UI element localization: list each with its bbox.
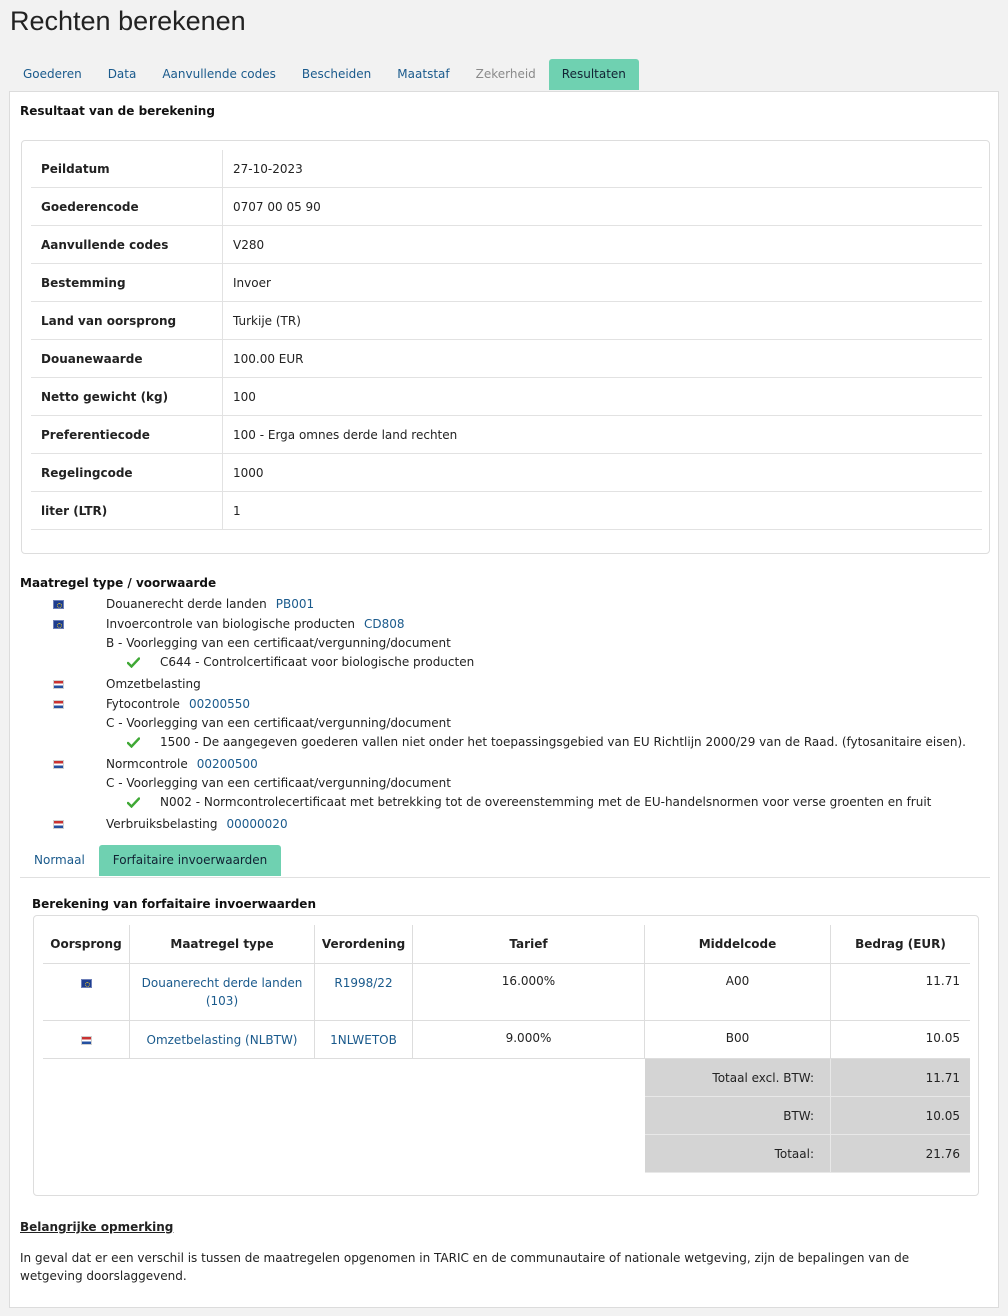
- tab-normaal[interactable]: Normaal: [34, 853, 85, 867]
- calculation-row: [43, 1021, 970, 1059]
- regulation-link[interactable]: 1NLWETOB: [330, 1033, 397, 1047]
- nl-flag-icon: [53, 760, 64, 769]
- result-row: [31, 264, 982, 302]
- tab-aanvullende-codes[interactable]: Aanvullende codes: [162, 67, 276, 81]
- eu-flag-icon: [53, 600, 64, 609]
- measure-certificate: 1500 - De aangegeven goederen vallen niet onder het toepassingsgebied van EU Richtlijn 2000/29 van de Raad. (fytosanitaire eisen).: [160, 735, 966, 749]
- measure-label: Douanerecht derde landen: [106, 597, 267, 611]
- result-row-label: Goederencode: [31, 188, 223, 226]
- calculation-tabs: [20, 845, 990, 878]
- result-section-title: Resultaat van de berekening: [20, 104, 215, 118]
- result-summary-box: [21, 140, 990, 554]
- result-summary-table: [31, 150, 982, 530]
- col-header-maatregel-type: Maatregel type: [130, 925, 315, 964]
- result-row: [31, 378, 982, 416]
- measure-item: [106, 595, 314, 613]
- result-row-value: 0707 00 05 90: [223, 188, 983, 226]
- result-row-label: Aanvullende codes: [31, 226, 223, 264]
- col-header-middelcode: Middelcode: [645, 925, 831, 964]
- col-header-oorsprong: Oorsprong: [43, 925, 130, 964]
- note-text: In geval dat er een verschil is tussen de maatregelen opgenomen in TARIC en de communautaire of nationale wetgeving, zijn de bepalingen van de wetgeving doorslaggevend.: [20, 1251, 910, 1283]
- result-row-label: Regelingcode: [31, 454, 223, 492]
- result-row: [31, 150, 982, 188]
- measure-condition: C - Voorlegging van een certificaat/vergunning/document: [106, 716, 451, 730]
- result-row-value: V280: [223, 226, 983, 264]
- amount-cell: 11.71: [831, 964, 971, 1021]
- calculation-section-title: Berekening van forfaitaire invoerwaarden: [32, 897, 316, 911]
- measure-label: Omzetbelasting: [106, 677, 201, 691]
- measure-certificate: N002 - Normcontrolecertificaat met betrekking tot de overeenstemming met de EU-handelsnormen voor verse groenten en fruit: [160, 795, 932, 809]
- col-header-bedrag: Bedrag (EUR): [831, 925, 971, 964]
- tab-zekerheid: Zekerheid: [475, 67, 536, 81]
- result-row-value: 100 - Erga omnes derde land rechten: [223, 416, 983, 454]
- tab-resultaten[interactable]: Resultaten: [549, 59, 639, 90]
- total-spacer: [43, 1059, 645, 1097]
- origin-cell: [43, 1021, 130, 1059]
- total-label: BTW:: [645, 1097, 831, 1135]
- regulation-cell: [315, 964, 413, 1021]
- measure-condition: B - Voorlegging van een certificaat/vergunning/document: [106, 636, 451, 650]
- total-spacer: [43, 1097, 645, 1135]
- result-row: [31, 226, 982, 264]
- total-value: 11.71: [831, 1059, 971, 1097]
- result-row: [31, 416, 982, 454]
- middelcode-cell: A00: [645, 964, 831, 1021]
- regulation-link[interactable]: R1998/22: [334, 976, 393, 990]
- measure-label: Verbruiksbelasting: [106, 817, 218, 831]
- total-row: [43, 1135, 970, 1173]
- tab-data[interactable]: Data: [107, 67, 137, 81]
- result-row-label: Netto gewicht (kg): [31, 378, 223, 416]
- measure-type-cell: [130, 964, 315, 1021]
- result-row-value: 27-10-2023: [223, 150, 983, 188]
- middelcode-cell: B00: [645, 1021, 831, 1059]
- calculation-table: [43, 925, 970, 1173]
- total-label: Totaal:: [645, 1135, 831, 1173]
- result-row-label: Bestemming: [31, 264, 223, 302]
- result-row-value: 1000: [223, 454, 983, 492]
- checkmark-icon: [127, 797, 140, 808]
- tab-maatstaf[interactable]: Maatstaf: [397, 67, 450, 81]
- result-row-value: Invoer: [223, 264, 983, 302]
- result-row: [31, 492, 982, 530]
- col-header-verordening: Verordening: [315, 925, 413, 964]
- nl-flag-icon: [53, 700, 64, 709]
- measure-item: [106, 675, 201, 693]
- calculation-box: [33, 915, 979, 1196]
- result-row-label: Douanewaarde: [31, 340, 223, 378]
- measure-type-cell: [130, 1021, 315, 1059]
- col-header-tarief: Tarief: [413, 925, 645, 964]
- tab-goederen[interactable]: Goederen: [23, 67, 82, 81]
- page-title: Rechten berekenen: [10, 6, 246, 36]
- tab-forfaitaire-invoerwaarden[interactable]: Forfaitaire invoerwaarden: [99, 845, 281, 876]
- result-row-value: 100.00 EUR: [223, 340, 983, 378]
- measure-code-link[interactable]: 00200550: [188, 697, 251, 711]
- checkmark-icon: [127, 657, 140, 668]
- checkmark-icon: [127, 737, 140, 748]
- results-panel: [9, 91, 999, 1308]
- calculation-row: [43, 964, 970, 1021]
- result-row-label: Land van oorsprong: [31, 302, 223, 340]
- eu-flag-icon: [53, 620, 64, 629]
- measure-condition: C - Voorlegging van een certificaat/vergunning/document: [106, 776, 451, 790]
- rate-cell: 9.000%: [413, 1021, 645, 1059]
- result-row: [31, 188, 982, 226]
- measure-certificate: C644 - Controlcertificaat voor biologische producten: [160, 655, 475, 669]
- main-tabs: [10, 59, 639, 91]
- measure-label: Fytocontrole: [106, 697, 180, 711]
- result-row: [31, 340, 982, 378]
- result-row-label: Peildatum: [31, 150, 223, 188]
- measure-item: [106, 755, 258, 773]
- measure-item: [106, 695, 250, 713]
- measure-code-link[interactable]: 00000020: [226, 817, 288, 831]
- total-value: 10.05: [831, 1097, 971, 1135]
- measure-label: Invoercontrole van biologische producten: [106, 617, 356, 631]
- total-label: Totaal excl. BTW:: [645, 1059, 831, 1097]
- total-spacer: [43, 1135, 645, 1173]
- measure-item: [106, 615, 405, 633]
- nl-flag-icon: [81, 1036, 92, 1045]
- note-title: Belangrijke opmerking: [20, 1220, 174, 1234]
- result-row-value: 1: [223, 492, 983, 530]
- measure-code-link[interactable]: CD808: [364, 617, 405, 631]
- measure-label: Normcontrole: [106, 757, 188, 771]
- measure-code-link[interactable]: 00200500: [196, 757, 258, 771]
- result-row-value: Turkije (TR): [223, 302, 983, 340]
- amount-cell: 10.05: [831, 1021, 971, 1059]
- nl-flag-icon: [53, 680, 64, 689]
- result-row: [31, 302, 982, 340]
- tab-bescheiden[interactable]: Bescheiden: [301, 67, 372, 81]
- origin-cell: [43, 964, 130, 1021]
- rate-cell: 16.000%: [413, 964, 645, 1021]
- result-row-label: Preferentiecode: [31, 416, 223, 454]
- nl-flag-icon: [53, 820, 64, 829]
- measure-code-link[interactable]: PB001: [275, 597, 315, 611]
- result-row-value: 100: [223, 378, 983, 416]
- result-row: [31, 454, 982, 492]
- regulation-cell: [315, 1021, 413, 1059]
- total-row: [43, 1059, 970, 1097]
- total-value: 21.76: [831, 1135, 971, 1173]
- measure-item: [106, 815, 288, 833]
- measures-section-title: Maatregel type / voorwaarde: [20, 576, 217, 590]
- total-row: [43, 1097, 970, 1135]
- result-row-label: liter (LTR): [31, 492, 223, 530]
- eu-flag-icon: [81, 979, 92, 988]
- measure-type-link[interactable]: Omzetbelasting (NLBTW): [146, 1033, 298, 1047]
- measure-type-link[interactable]: Douanerecht derde landen (103): [141, 976, 303, 1008]
